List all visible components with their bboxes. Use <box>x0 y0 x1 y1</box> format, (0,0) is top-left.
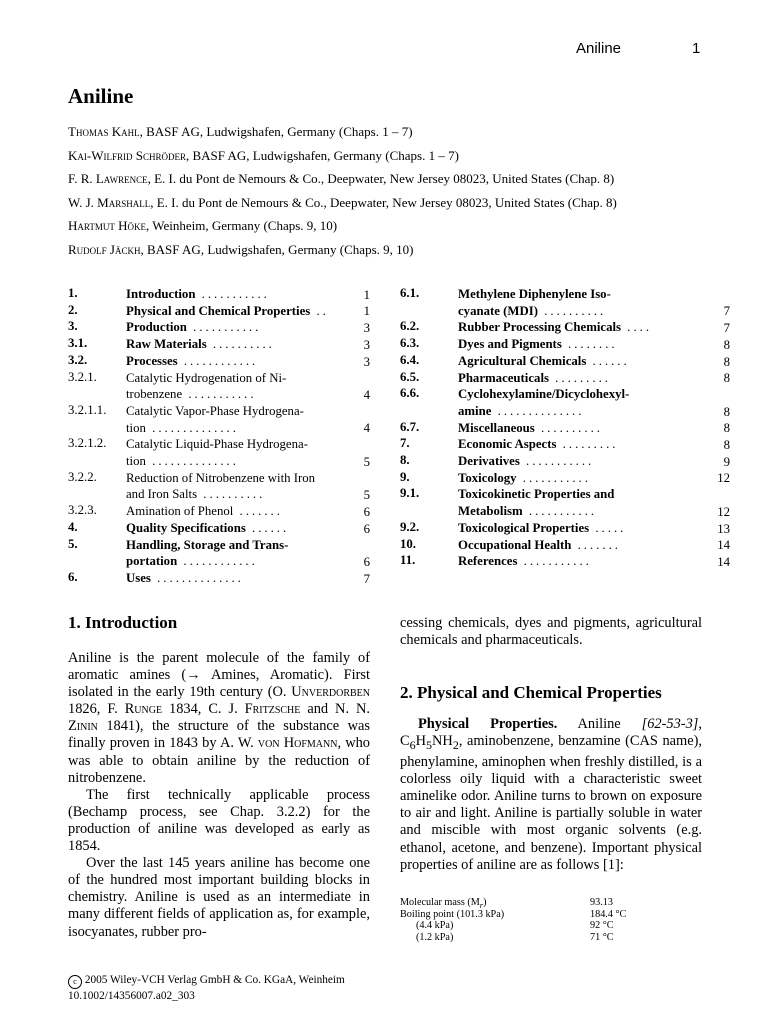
toc-entry-page: 1 <box>363 304 370 319</box>
toc-entry-title-line: Derivatives ........... <box>458 454 595 469</box>
author-affiliation: , BASF AG, Ludwigshafen, Germany (Chaps. 9, 10) <box>140 241 414 257</box>
toc-entry[interactable] <box>68 436 370 469</box>
toc-entry-page: 6 <box>363 521 370 536</box>
toc-entry-page: 1 <box>363 287 370 302</box>
toc-leader-dots: .. <box>310 303 329 318</box>
toc-entry-title-line: Dyes and Pigments ........ <box>458 337 618 352</box>
toc-leader-dots: ...... <box>586 353 630 368</box>
toc-entry[interactable] <box>68 537 370 570</box>
physical-properties-table <box>400 897 700 943</box>
toc-entry-page: 8 <box>723 421 730 436</box>
toc-entry-page: 12 <box>717 471 730 486</box>
toc-entry[interactable] <box>68 403 370 436</box>
toc-entry[interactable] <box>400 286 730 319</box>
intro-paragraph-1: Aniline is the parent molecule of the family of aromatic amines (→ Amines, Aromatic). First isolated in the early 19th century (O. Unverdorben 1826, F. Runge 1834, C. J. Fritzsche and N. N. Zinin 1841), the structure of the substance was finally proven in 1843 by A. W. von Hofmann, who was able to obtain aniline by the reduction of nitrobenzene. <box>68 650 371 786</box>
author-list <box>68 123 728 265</box>
property-row <box>400 932 700 944</box>
author-affiliation: , E. I. du Pont de Nemours & Co., Deepwater, New Jersey 08023, United States (Chap. 8) <box>147 171 615 187</box>
toc-entry-number: 9.1. <box>400 486 420 501</box>
toc-entry-title-line: Methylene Diphenylene Iso- <box>458 287 611 301</box>
toc-entry-title-line: portation ............ <box>126 554 258 569</box>
introduction-text <box>68 650 370 941</box>
toc-entry-number: 9. <box>400 469 410 484</box>
toc-entry-number: 6.1. <box>400 286 420 300</box>
property-label: (1.2 kPa) <box>416 931 454 943</box>
toc-entry[interactable] <box>400 370 730 387</box>
author-affiliation: , BASF AG, Ludwigshafen, Germany (Chaps. 1 – 7) <box>185 147 459 163</box>
toc-entry-page: 13 <box>717 521 730 536</box>
toc-entry-page: 9 <box>723 454 730 469</box>
toc-leader-dots: .......... <box>197 487 266 502</box>
toc-entry-title-line: Toxicological Properties ..... <box>458 520 627 535</box>
toc-entry-page: 4 <box>363 387 370 402</box>
toc-entry-title-line: trobenzene ........... <box>126 387 257 402</box>
toc-entry-title-line: Amination of Phenol ....... <box>126 504 283 519</box>
toc-entry[interactable] <box>68 503 370 520</box>
toc-entry-title-line: Physical and Chemical Properties .. <box>126 303 329 318</box>
toc-entry-number: 6.3. <box>400 336 420 351</box>
toc-entry-title-line: tion .............. <box>126 420 239 435</box>
toc-entry[interactable] <box>400 453 730 470</box>
author-name: Hartmut Höke <box>68 218 146 234</box>
toc-entry-number: 5. <box>68 536 78 551</box>
toc-entry-page: 5 <box>363 488 370 503</box>
property-label: (4.4 kPa) <box>416 920 454 931</box>
toc-entry[interactable] <box>400 336 730 353</box>
toc-entry-number: 6.6. <box>400 386 420 401</box>
property-row <box>400 909 700 921</box>
toc-entry-number: 8. <box>400 453 410 468</box>
property-label: Boiling point (101.3 kPa) <box>400 908 505 920</box>
property-row <box>400 897 700 909</box>
physical-properties-text: Physical Properties. Aniline [62-53-3], $C_6H_5NH_2$, aminobenzene, benzamine (CAS name), phenylamine, aminophen when freshly distilled, is a colorless oily liquid with a characteristic sweet aminelike odor. Aniline turns to brown on exposure to air and light. Aniline is partially soluble in water and miscible with most organic solvents (e.g. ethanol, acetone, and benzene). Important physical properties of aniline are as follows [1]: <box>400 716 702 873</box>
toc-entry[interactable] <box>400 319 730 336</box>
intro-paragraph-2: The first technically applicable process (Bechamp process, see Chap. 3.2.2) for the production of aniline was developed as early as 1854. <box>68 786 370 855</box>
toc-entry-page: 8 <box>723 371 730 386</box>
toc-entry-number: 2. <box>68 302 78 317</box>
table-of-contents-left <box>68 286 370 587</box>
toc-leader-dots: ........... <box>522 504 598 519</box>
toc-leader-dots: .............. <box>145 420 239 435</box>
table-of-contents-right <box>400 286 730 570</box>
author-name: Rudolf Jäckh <box>68 241 141 257</box>
toc-entry-page: 8 <box>723 337 730 352</box>
toc-entry[interactable] <box>68 520 370 537</box>
toc-entry-title-line: cyanate (MDI) .......... <box>458 303 607 318</box>
toc-leader-dots: ......... <box>556 437 619 452</box>
toc-entry-number: 3.2.1.1. <box>68 402 107 417</box>
toc-entry-title-line: Cyclohexylamine/Dicyclohexyl- <box>458 387 630 402</box>
toc-entry-number: 9.2. <box>400 519 420 534</box>
toc-entry-number: 10. <box>400 536 416 551</box>
toc-entry-number: 6. <box>68 569 78 584</box>
toc-leader-dots: ........... <box>195 287 270 301</box>
toc-leader-dots: ........... <box>186 320 262 335</box>
toc-entry-title-line: Pharmaceuticals ......... <box>458 370 611 385</box>
toc-entry-title-line: Catalytic Vapor-Phase Hydrogena- <box>126 403 304 418</box>
toc-leader-dots: ....... <box>233 504 283 519</box>
toc-entry[interactable] <box>400 436 730 453</box>
toc-entry-title-line: Rubber Processing Chemicals .... <box>458 320 653 335</box>
toc-entry-title-line: Reduction of Nitrobenzene with Iron <box>126 470 316 485</box>
section-heading-introduction: 1. Introduction <box>68 613 178 632</box>
toc-entry-title-line: Uses .............. <box>126 570 244 585</box>
toc-entry[interactable] <box>68 319 370 336</box>
author-entry <box>68 123 728 147</box>
toc-entry-title-line: Processes ............ <box>126 353 259 368</box>
toc-entry[interactable] <box>68 286 370 303</box>
toc-entry-number: 6.2. <box>400 319 420 334</box>
toc-entry-number: 3.2.3. <box>68 503 97 518</box>
toc-entry[interactable] <box>68 470 370 503</box>
toc-entry-title-line: Catalytic Liquid-Phase Hydrogena- <box>126 437 308 452</box>
toc-entry-page: 12 <box>717 504 730 519</box>
property-value: 93.13 <box>590 897 613 908</box>
author-name: Thomas Kahl <box>68 124 140 139</box>
page-footer <box>68 973 345 1003</box>
toc-leader-dots: .......... <box>206 337 275 352</box>
toc-entry-page: 7 <box>363 571 370 586</box>
toc-entry-title-line: Metabolism ........... <box>458 504 598 519</box>
author-affiliation: , Weinheim, Germany (Chaps. 9, 10) <box>145 218 338 234</box>
toc-leader-dots: ........... <box>519 454 595 469</box>
toc-entry-page: 14 <box>717 554 730 569</box>
toc-entry-number: 3.2. <box>68 352 88 367</box>
toc-entry-title-line: tion .............. <box>126 454 239 469</box>
toc-entry-page: 8 <box>723 404 730 419</box>
author-name: F. R. Lawrence <box>68 171 148 187</box>
toc-entry[interactable] <box>400 353 730 370</box>
toc-entry[interactable] <box>68 570 370 587</box>
toc-leader-dots: .............. <box>491 403 585 418</box>
toc-entry-number: 3.2.1.2. <box>68 436 107 451</box>
toc-entry-number: 6.7. <box>400 419 420 434</box>
toc-entry[interactable] <box>68 303 370 320</box>
toc-entry-title-line: Miscellaneous .......... <box>458 420 603 435</box>
toc-entry[interactable] <box>400 520 730 537</box>
toc-leader-dots: ......... <box>548 370 611 385</box>
toc-entry-number: 1. <box>68 286 78 300</box>
toc-entry[interactable] <box>68 370 370 403</box>
toc-entry-number: 4. <box>68 519 78 534</box>
toc-entry-page: 6 <box>363 504 370 519</box>
author-entry <box>68 170 728 194</box>
toc-entry[interactable] <box>400 470 730 487</box>
toc-entry-page: 5 <box>363 454 370 469</box>
copyright-line: c 2005 Wiley-VCH Verlag GmbH & Co. KGaA, Weinheim <box>68 973 345 989</box>
toc-entry[interactable] <box>400 537 730 554</box>
intro-paragraph-3: Over the last 145 years aniline has become one of the hundred most important building blocks in chemistry. Aniline is used as an intermediate in many different fields of application as, for example, isocyanates, rubber pro- <box>68 855 370 940</box>
section-heading-physical-properties: 2. Physical and Chemical Properties <box>400 683 662 702</box>
toc-leader-dots: ...... <box>245 520 290 535</box>
toc-entry-page: 3 <box>363 337 370 352</box>
author-entry <box>68 241 728 265</box>
author-entry <box>68 217 728 241</box>
toc-entry-title-line: and Iron Salts .......... <box>126 487 266 502</box>
toc-leader-dots: ..... <box>589 520 627 535</box>
toc-entry-number: 6.5. <box>400 369 420 384</box>
author-entry <box>68 147 728 171</box>
toc-entry-number: 3.2.2. <box>68 469 97 484</box>
toc-entry[interactable] <box>400 486 730 519</box>
toc-leader-dots: ....... <box>571 537 621 552</box>
toc-leader-dots: .... <box>621 320 653 335</box>
property-value: 92 °C <box>590 920 614 931</box>
property-label: Molecular mass $(M_r)$ <box>400 897 487 911</box>
toc-leader-dots: ........... <box>517 554 592 569</box>
author-affiliation: , E. I. du Pont de Nemours & Co., Deepwater, New Jersey 08023, United States (Chap. 8) <box>150 194 617 210</box>
toc-entry-number: 3.1. <box>68 336 88 351</box>
toc-entry-title-line: References ........... <box>458 554 592 569</box>
introduction-continuation <box>400 615 702 649</box>
author-name: W. J. Marshall <box>68 194 151 210</box>
author-entry <box>68 194 728 218</box>
toc-entry-title-line: Occupational Health ....... <box>458 537 621 552</box>
running-header-title: Aniline <box>576 40 622 57</box>
toc-leader-dots: .......... <box>534 420 603 435</box>
intro-continuation-text: cessing chemicals, dyes and pigments, agricultural chemicals and pharmaceuticals. <box>400 615 702 649</box>
toc-entry-title-line: amine .............. <box>458 403 585 418</box>
toc-entry[interactable] <box>68 353 370 370</box>
property-value: 184.4 °C <box>590 908 627 920</box>
toc-entry-number: 7. <box>400 436 410 451</box>
toc-entry-title-line: Toxicokinetic Properties and <box>458 487 615 502</box>
toc-entry-page: 8 <box>723 354 730 369</box>
toc-leader-dots: .............. <box>145 454 239 469</box>
toc-entry-page: 7 <box>723 321 730 336</box>
running-header-page-number: 1 <box>692 40 701 57</box>
toc-entry-number: 6.4. <box>400 352 420 367</box>
toc-entry[interactable] <box>400 386 730 419</box>
author-name: Kai-Wilfrid Schröder <box>68 147 186 163</box>
toc-leader-dots: ........... <box>516 470 591 485</box>
property-row <box>400 920 700 932</box>
toc-leader-dots: ............ <box>177 554 258 569</box>
toc-entry-title-line: Raw Materials .......... <box>126 337 275 352</box>
toc-entry-number: 3. <box>68 319 78 334</box>
toc-entry-page: 6 <box>363 554 370 569</box>
toc-entry-page: 14 <box>717 538 730 553</box>
toc-entry-title-line: Economic Aspects ......... <box>458 437 619 452</box>
property-value: 71 °C <box>590 931 614 943</box>
toc-entry-page: 7 <box>723 304 730 319</box>
toc-entry-page: 8 <box>723 438 730 453</box>
toc-entry-title-line: Quality Specifications ...... <box>126 520 290 535</box>
toc-leader-dots: ............ <box>177 353 259 368</box>
toc-entry-title-line: Agricultural Chemicals ...... <box>458 353 630 368</box>
toc-entry-page: 3 <box>363 354 370 369</box>
toc-entry[interactable] <box>400 553 730 570</box>
toc-entry-title-line: Introduction ........... <box>126 287 270 301</box>
toc-entry-page: 3 <box>363 321 370 336</box>
toc-leader-dots: ........ <box>561 337 618 352</box>
toc-entry-number: 3.2.1. <box>68 369 97 384</box>
toc-entry-title-line: Toxicology ........... <box>458 470 591 485</box>
toc-entry-title-line: Handling, Storage and Trans- <box>126 537 289 552</box>
toc-entry-title-line: Production ........... <box>126 320 262 335</box>
toc-leader-dots: .............. <box>150 570 244 585</box>
copyright-icon: c <box>68 975 82 989</box>
toc-entry[interactable] <box>400 420 730 437</box>
article-title: Aniline <box>68 84 134 108</box>
toc-entry-number: 11. <box>400 553 416 568</box>
toc-entry[interactable] <box>68 336 370 353</box>
doi: 10.1002/14356007.a02_303 <box>68 990 195 1002</box>
author-affiliation: , BASF AG, Ludwigshafen, Germany (Chaps. 1 – 7) <box>139 124 413 139</box>
toc-leader-dots: .......... <box>537 303 607 318</box>
toc-leader-dots: ........... <box>182 387 257 402</box>
toc-entry-page: 4 <box>363 421 370 436</box>
toc-entry-title-line: Catalytic Hydrogenation of Ni- <box>126 370 287 385</box>
